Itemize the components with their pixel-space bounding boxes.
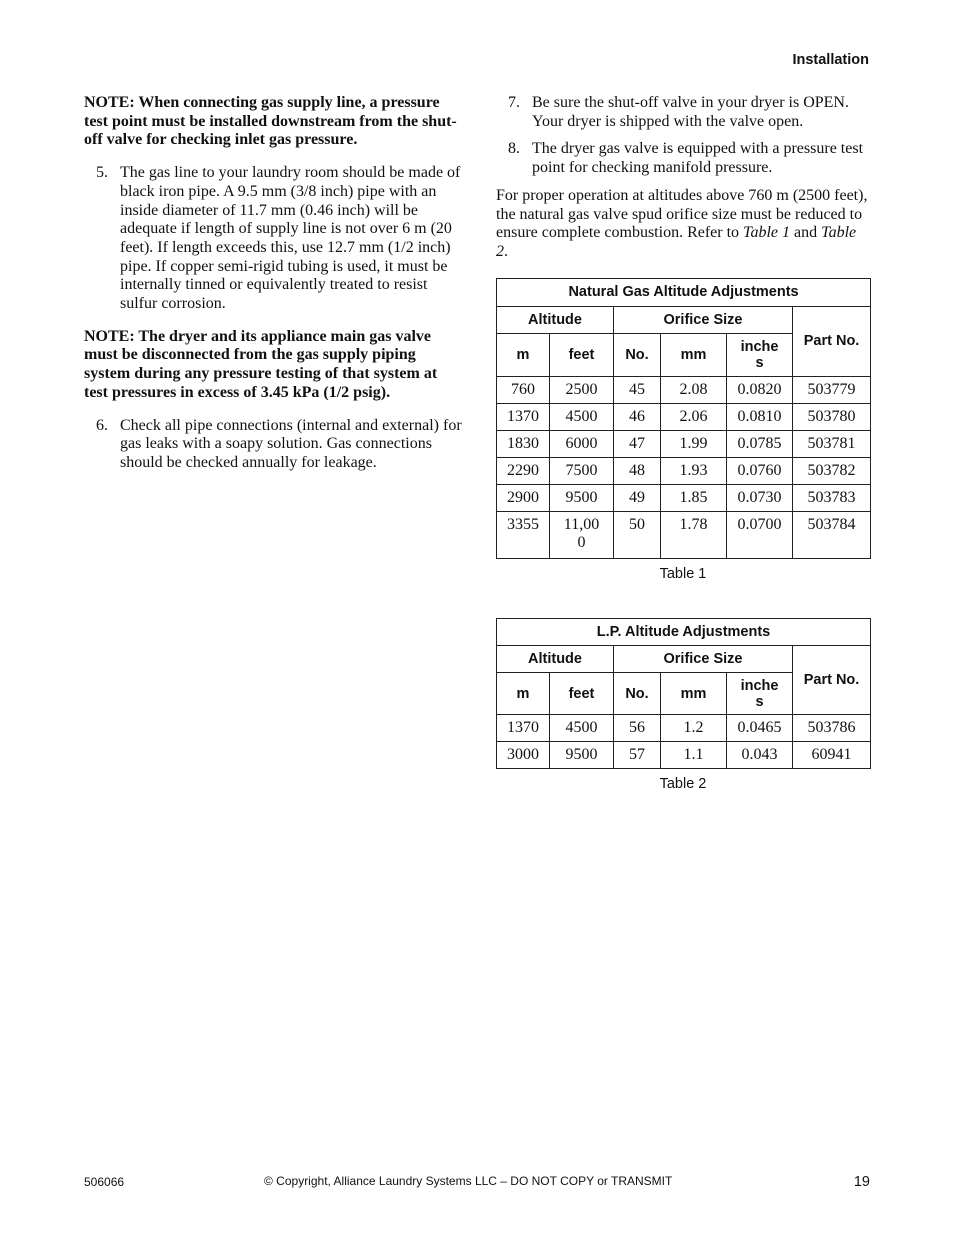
cell-m: 2290 [497, 457, 550, 484]
cell-m: 3355 [497, 511, 550, 558]
step-number: 5. [96, 164, 108, 182]
left-column [84, 94, 462, 473]
orifice-size-header: Orifice Size [614, 306, 793, 333]
cell-inches: 0.0785 [727, 430, 793, 457]
step-text: Be sure the shut-off valve in your dryer is OPEN. Your dryer is shipped with the valve open. [532, 94, 849, 130]
step-number: 8. [508, 140, 520, 158]
cell-feet: 4500 [550, 715, 614, 742]
cell-feet: 9500 [550, 742, 614, 769]
header-line: s [755, 354, 764, 371]
cell-mm: 2.08 [661, 376, 727, 403]
lp-table [496, 618, 871, 769]
step-text: The dryer gas valve is equipped with a pressure test point for checking manifold pressure. [532, 140, 864, 177]
table-title: Natural Gas Altitude Adjustments [497, 278, 871, 306]
cell-mm: 1.85 [661, 484, 727, 511]
altitude-header: Altitude [497, 646, 614, 673]
cell-feet: 9500 [550, 484, 614, 511]
part-no-header: Part No. [793, 646, 871, 715]
cell-inches: 0.0810 [727, 403, 793, 430]
natural-gas-table [496, 278, 871, 559]
cell-mm: 2.06 [661, 403, 727, 430]
cell-no: 50 [614, 511, 661, 558]
cell-line: 0 [577, 534, 586, 552]
step-6 [84, 417, 462, 473]
table-row [497, 742, 871, 769]
section-title: Installation [792, 52, 869, 68]
cell-part: 503783 [793, 484, 871, 511]
right-column [496, 94, 870, 794]
cell-mm: 1.99 [661, 430, 727, 457]
step-8 [496, 140, 870, 177]
cell-no: 56 [614, 715, 661, 742]
inches-header [727, 333, 793, 376]
cell-mm: 1.1 [661, 742, 727, 769]
cell-m: 1370 [497, 715, 550, 742]
table-row [497, 484, 871, 511]
cell-feet: 2500 [550, 376, 614, 403]
table-row [497, 715, 871, 742]
cell-m: 1370 [497, 403, 550, 430]
cell-part: 60941 [793, 742, 871, 769]
cell-part: 503780 [793, 403, 871, 430]
paragraph-text: and [790, 224, 822, 242]
cell-part: 503786 [793, 715, 871, 742]
table-row [497, 430, 871, 457]
cell-inches: 0.0820 [727, 376, 793, 403]
no-header: No. [614, 673, 661, 715]
cell-part: 503784 [793, 511, 871, 558]
cell-part: 503782 [793, 457, 871, 484]
cell-no: 49 [614, 484, 661, 511]
step-number: 7. [508, 94, 520, 111]
orifice-size-header: Orifice Size [614, 646, 793, 673]
paragraph-text: . [504, 242, 508, 260]
cell-m: 760 [497, 376, 550, 403]
note-disconnect-valve: NOTE: The dryer and its appliance main gas valve must be disconnected from the gas supply piping system during any pressure testing of that system at test pressures in excess of 3.45 kPa (1/2 psig). [84, 327, 438, 401]
cell-feet: 7500 [550, 457, 614, 484]
page-number: 19 [853, 1174, 870, 1190]
feet-header: feet [550, 673, 614, 715]
step-text: The gas line to your laundry room should be made of black iron pipe. A 9.5 mm (3/8 inch) pipe with an inside diameter of 11.7 mm (0.46 inch) will be adequate if length of supply line is not over 6 m (20 feet). If length exceeds this, use 12.7 mm (1/2 inch) pipe. If copper semi-rigid tubing is used, it must be internally tinned or equivalently treated to resist sulfur corrosion. [120, 164, 461, 313]
part-no-header: Part No. [793, 306, 871, 376]
cell-inches: 0.0700 [727, 511, 793, 558]
step-7 [496, 94, 870, 131]
table-row [497, 457, 871, 484]
cell-mm: 1.93 [661, 457, 727, 484]
m-header: m [497, 333, 550, 376]
cell-no: 46 [614, 403, 661, 430]
cell-no: 47 [614, 430, 661, 457]
header-line: inche [740, 677, 779, 694]
cell-mm: 1.78 [661, 511, 727, 558]
cell-line: 11,00 [563, 515, 600, 533]
cell-inches: 0.0760 [727, 457, 793, 484]
cell-feet [550, 511, 614, 558]
table-row [497, 511, 871, 558]
cell-inches: 0.0730 [727, 484, 793, 511]
m-header: m [497, 673, 550, 715]
cell-m: 1830 [497, 430, 550, 457]
step-number: 6. [96, 416, 108, 434]
table-row [497, 403, 871, 430]
cell-mm: 1.2 [661, 715, 727, 742]
cell-no: 45 [614, 376, 661, 403]
inches-header [727, 673, 793, 715]
table1-reference: Table 1 [743, 224, 791, 242]
table2-reference: Table 2 [496, 224, 857, 260]
cell-no: 48 [614, 457, 661, 484]
cell-no: 57 [614, 742, 661, 769]
altitude-header: Altitude [497, 306, 614, 333]
table1-caption: Table 1 [659, 565, 707, 582]
cell-part: 503781 [793, 430, 871, 457]
header-line: s [755, 693, 764, 710]
cell-inches: 0.043 [727, 742, 793, 769]
note-pressure-test-point: NOTE: When connecting gas supply line, a pressure test point must be installed downstream from the shut-off valve for checking inlet gas pressure. [84, 94, 457, 149]
paragraph-text: For proper operation at altitudes above 760 m (2500 feet), the natural gas valve spud orifice size must be reduced to ensure complete combustion. Refer to [496, 186, 868, 242]
feet-header: feet [550, 333, 614, 376]
mm-header: mm [661, 333, 727, 376]
cell-m: 3000 [497, 742, 550, 769]
copyright-notice: © Copyright, Alliance Laundry Systems LLC – DO NOT COPY or TRANSMIT [264, 1174, 673, 1188]
header-line: inche [740, 338, 779, 355]
step-text: Check all pipe connections (internal and external) for gas leaks with a soapy solution. Gas connections should be checked annually for leakage. [120, 416, 462, 471]
mm-header: mm [661, 673, 727, 715]
document-number: 506066 [84, 1175, 125, 1189]
table-row [497, 376, 871, 403]
altitude-paragraph [496, 187, 870, 262]
no-header: No. [614, 333, 661, 376]
cell-inches: 0.0465 [727, 715, 793, 742]
cell-m: 2900 [497, 484, 550, 511]
cell-feet: 6000 [550, 430, 614, 457]
step-5 [84, 164, 462, 314]
table-title: L.P. Altitude Adjustments [497, 619, 871, 646]
cell-part: 503779 [793, 376, 871, 403]
table2-caption: Table 2 [659, 776, 707, 793]
cell-feet: 4500 [550, 403, 614, 430]
